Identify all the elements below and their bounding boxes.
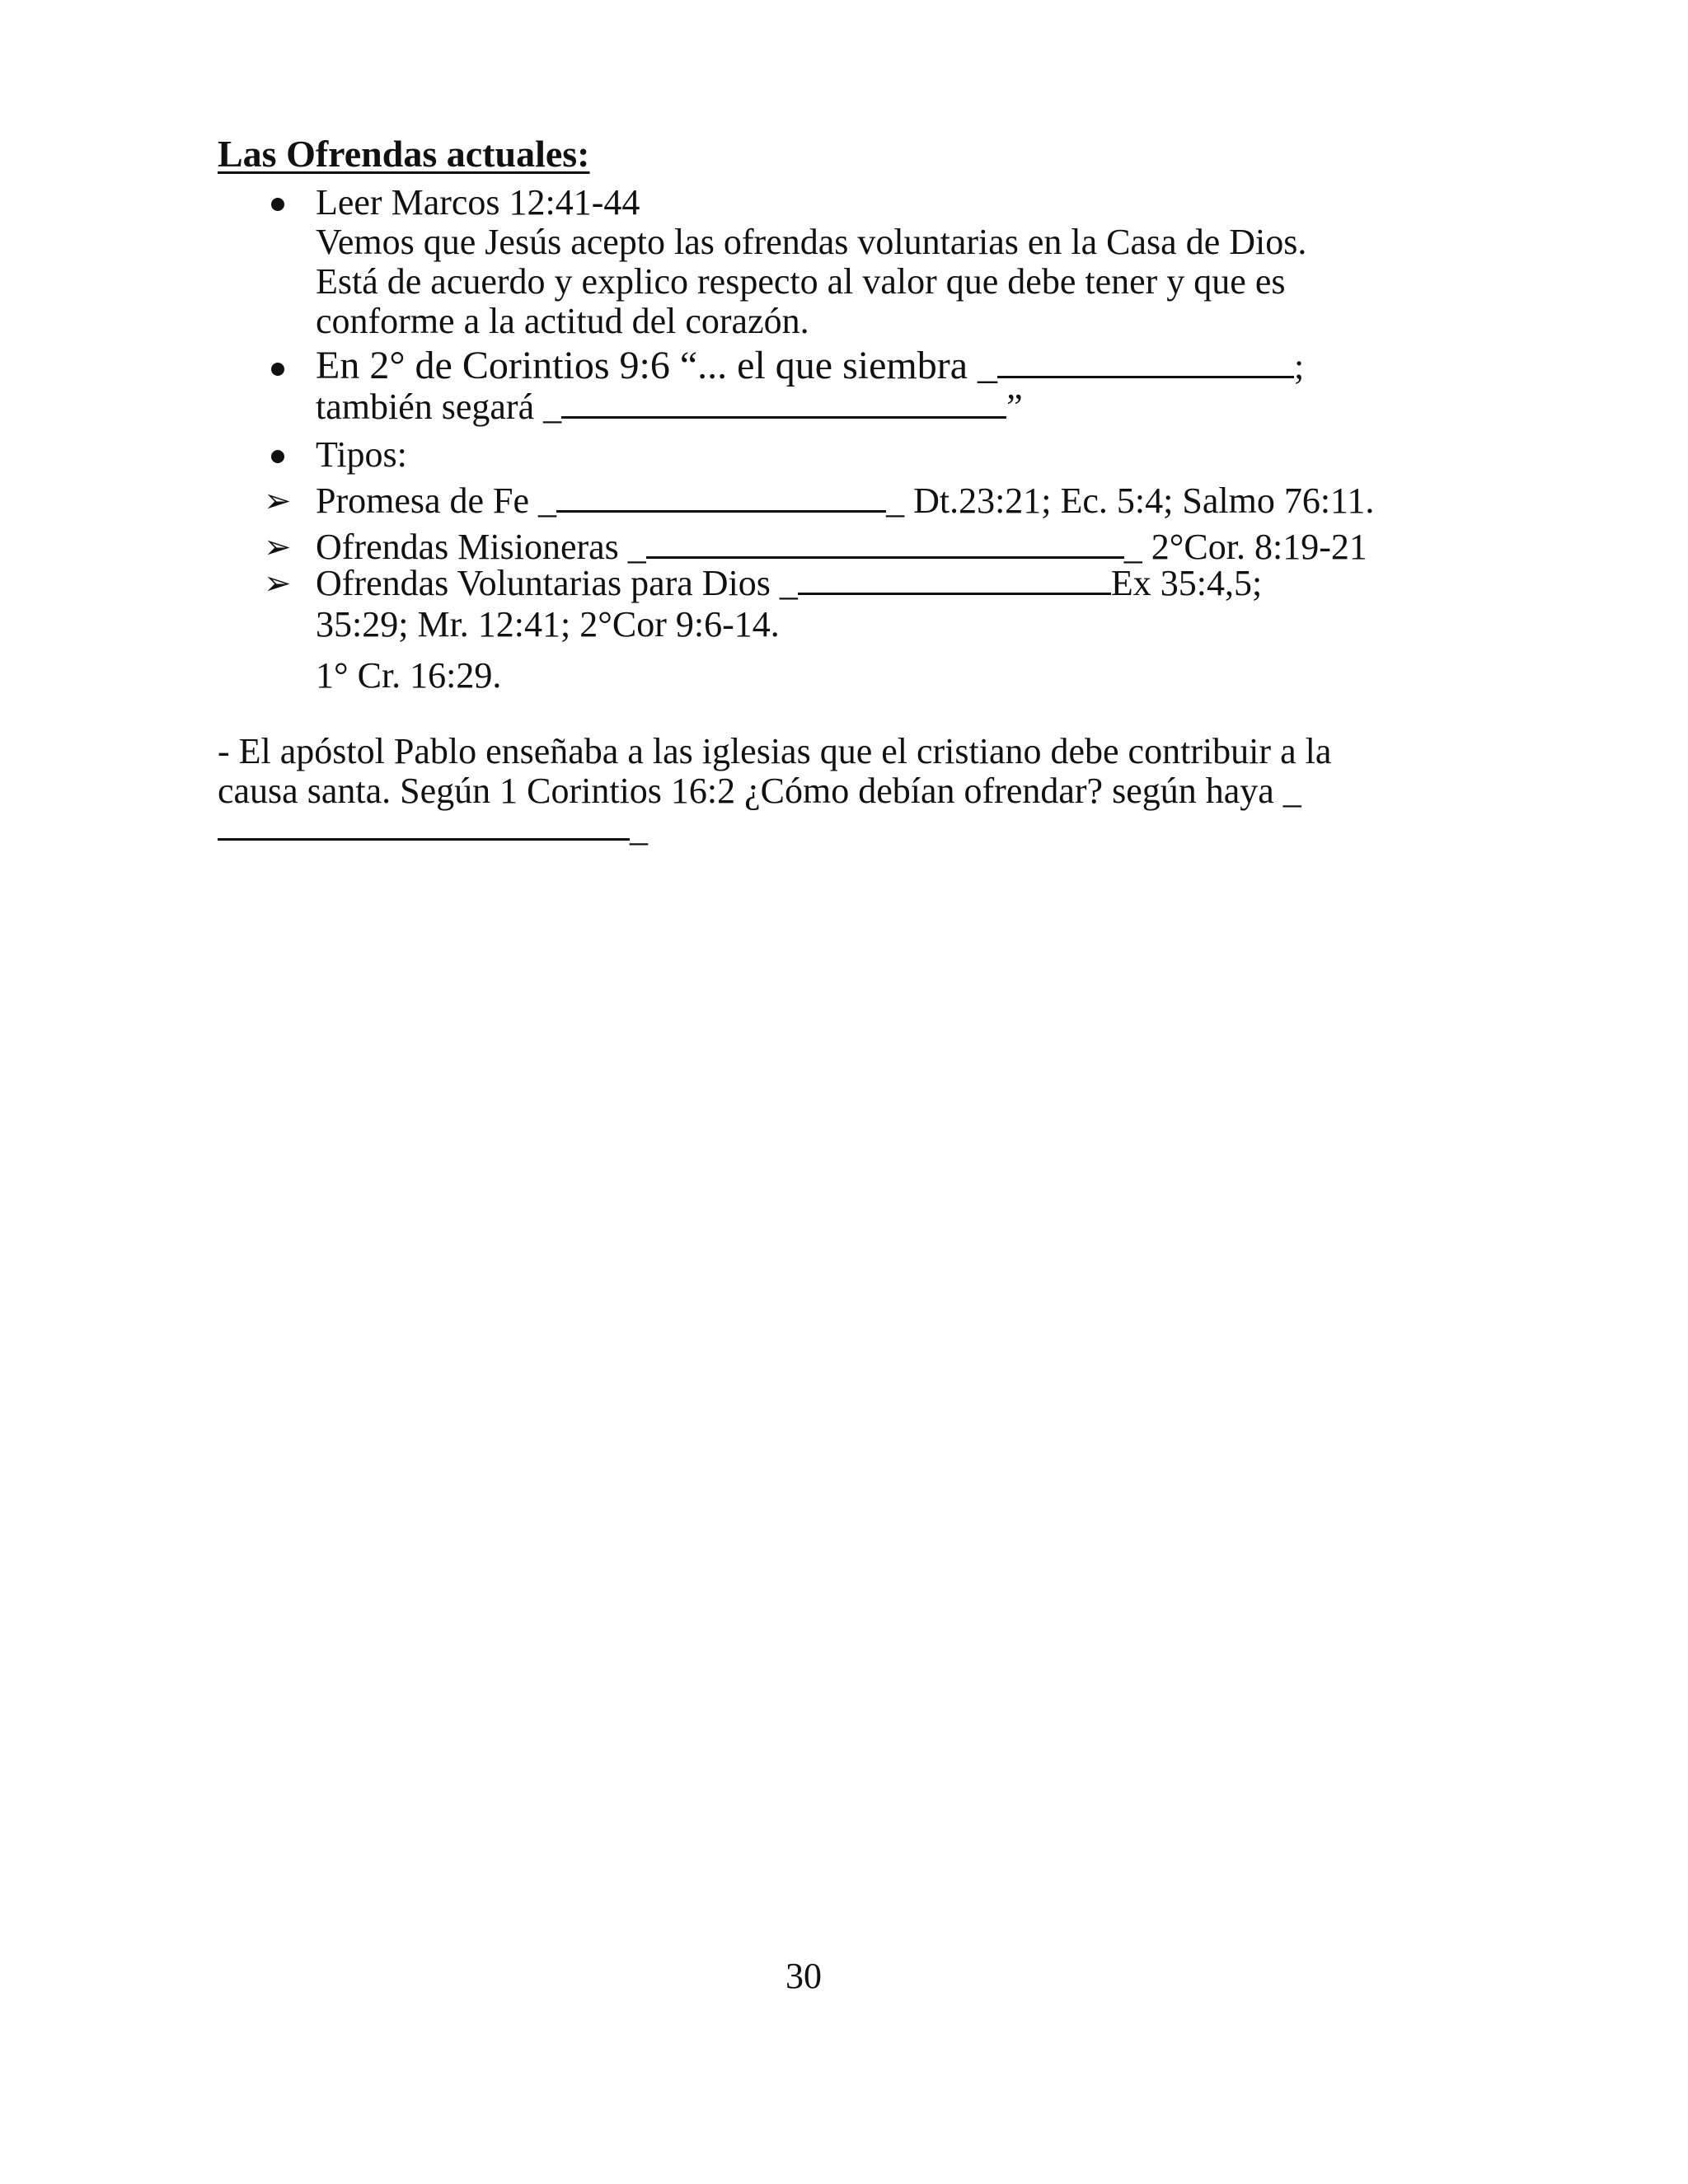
answer-blank: [997, 351, 1294, 378]
type-1-references: _ Dt.23:21; Ec. 5:4; Salmo 76:11.: [886, 480, 1375, 521]
type-3-continuation: 35:29; Mr. 12:41; 2°Cor 9:6-14.: [316, 604, 780, 644]
section-heading: Las Ofrendas actuales:: [218, 133, 590, 175]
type-3-line: [316, 564, 1262, 603]
paragraph-line-2: causa santa. Según 1 Corintios 16:2 ¿Cómo debían ofrendar? según haya _: [218, 771, 1301, 811]
bullet-2-line-1: [316, 346, 1304, 387]
type-2-line: [316, 527, 1367, 567]
type-1-line: [316, 481, 1374, 521]
bullet-1-line-3: Está de acuerdo y explico respecto al valor que debe tener y que es: [316, 261, 1286, 302]
answer-blank: [798, 568, 1111, 595]
paragraph-line-3-end: _: [630, 808, 648, 849]
bullet-icon: [271, 450, 284, 463]
bullet-2-line-2: [316, 387, 1023, 427]
arrow-bullet-icon: ➢: [264, 482, 292, 519]
bullet-1-line-4: conforme a la actitud del corazón.: [316, 301, 809, 341]
answer-blank: [646, 532, 1124, 559]
type-3-extra: 1° Cr. 16:29.: [316, 655, 502, 696]
bullet-icon: [271, 363, 284, 376]
page-number: 30: [785, 1956, 822, 1996]
answer-blank: [561, 391, 1006, 419]
arrow-bullet-icon: ➢: [264, 565, 292, 602]
arrow-bullet-icon: ➢: [264, 528, 292, 565]
type-1-label: Promesa de Fe _: [316, 480, 557, 521]
type-2-label: Ofrendas Misioneras _: [316, 527, 646, 567]
bullet-3-line: Tipos:: [316, 434, 407, 475]
answer-blank: [218, 813, 630, 841]
type-3-label: Ofrendas Voluntarias para Dios _: [316, 563, 798, 603]
segara-text: también segará _: [316, 387, 562, 427]
paragraph-line-3: [218, 809, 648, 849]
closing-quote: ”: [1006, 387, 1023, 427]
type-2-references: _ 2°Cor. 8:19-21: [1123, 527, 1367, 567]
bullet-1-line-1: Leer Marcos 12:41-44: [316, 182, 640, 223]
paragraph-line-1: - El apóstol Pablo enseñaba a las iglesias que el cristiano debe contribuir a la: [218, 731, 1332, 771]
bullet-icon: [271, 198, 284, 211]
answer-blank: [556, 485, 886, 513]
bullet-1-line-2: Vemos que Jesús acepto las ofrendas voluntarias en la Casa de Dios.: [316, 222, 1307, 262]
quote-punctuation: ;: [1294, 346, 1305, 387]
type-3-references: Ex 35:4,5;: [1110, 563, 1263, 603]
corintios-quote-text: En 2° de Corintios 9:6 “... el que siembra _: [316, 344, 998, 387]
